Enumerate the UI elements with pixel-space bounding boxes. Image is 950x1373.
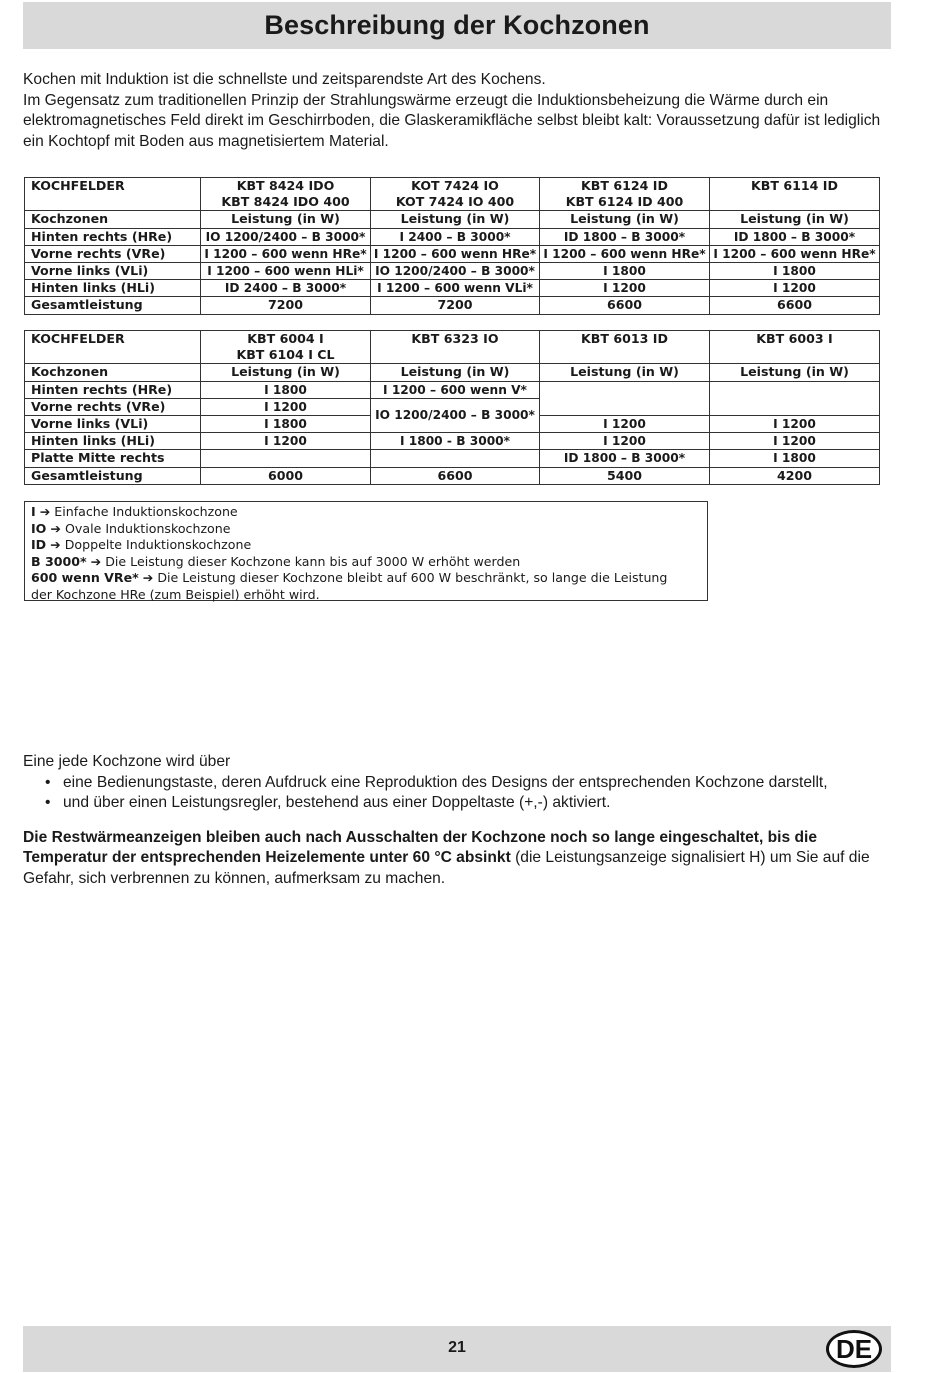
cooking-zones-table-2	[24, 330, 880, 485]
arrow-right-icon: ➔	[39, 504, 51, 519]
model-name: KBT 6114 ID	[751, 178, 838, 193]
table-cell: 6000	[201, 467, 371, 484]
page-number: 21	[448, 1339, 466, 1356]
arrow-right-icon: ➔	[90, 553, 102, 569]
table-cell	[710, 381, 880, 398]
activation-lead: Eine jede Kochzone wird über	[23, 753, 231, 770]
legend-item	[31, 570, 701, 587]
legend-key: I	[31, 504, 36, 519]
legend-box	[24, 501, 708, 601]
table-cell: I 1200 – 600 wenn HRe*	[710, 245, 880, 262]
table-cell: ID 1800 – B 3000*	[710, 228, 880, 245]
table-cell: I 1800	[710, 263, 880, 280]
model-name: KOT 7424 IO 400	[395, 194, 515, 210]
legend-text: Ovale Induktionskochzone	[65, 520, 231, 536]
model-name: KBT 6323 IO	[411, 331, 499, 346]
row-label: Kochzonen	[25, 364, 201, 381]
table-cell: IO 1200/2400 – B 3000*	[371, 263, 540, 280]
model-name: KBT 8424 IDO	[236, 178, 335, 193]
table-cell: I 1200	[710, 280, 880, 297]
legend-key: IO	[31, 520, 47, 536]
row-label: Hinten rechts (HRe)	[25, 381, 201, 398]
table-cell: I 1200	[710, 433, 880, 450]
row-label: Vorne links (VLi)	[25, 416, 201, 433]
table-cell: I 1800 - B 3000*	[371, 433, 540, 450]
footer-bar	[23, 1326, 891, 1372]
legend-key: 600 wenn VRe*	[31, 570, 139, 586]
row-label: Kochzonen	[25, 211, 201, 228]
table-row	[25, 297, 880, 314]
row-label: Gesamtleistung	[25, 467, 201, 484]
table-cell: Leistung (in W)	[201, 364, 371, 381]
table-cell: 4200	[710, 467, 880, 484]
list-item-text: und über einen Leistungsregler, bestehend aus einer Doppeltaste (+,-) aktiviert.	[63, 794, 611, 811]
table-cell: IO 1200/2400 – B 3000*	[201, 228, 371, 245]
activation-list	[23, 773, 903, 814]
table-row	[25, 364, 880, 381]
table-row	[25, 228, 880, 245]
table-row	[25, 450, 880, 467]
table-cell: I 1200	[710, 416, 880, 433]
table-cell: ID 1800 – B 3000*	[540, 228, 710, 245]
table-cell	[710, 398, 880, 415]
model-name: KBT 6104 I CL	[236, 347, 335, 363]
table-row	[25, 433, 880, 450]
row-label: Vorne rechts (VRe)	[25, 398, 201, 415]
legend-text: Die Leistung dieser Kochzone kann bis auf 3000 W erhöht werden	[105, 553, 521, 569]
legend-item	[31, 537, 701, 554]
residual-heat-warning	[23, 828, 903, 890]
table-cell: 6600	[540, 297, 710, 314]
table-header-cell	[201, 331, 371, 364]
legend-item	[31, 554, 701, 571]
model-name: KBT 6124 ID	[581, 178, 668, 193]
legend-text: Doppelte Induktionskochzone	[64, 537, 252, 553]
table-cell: I 1800	[201, 416, 371, 433]
list-item	[23, 773, 903, 794]
legend-text: Die Leistung dieser Kochzone bleibt auf 600 W beschränkt, so lange die Leistung	[157, 570, 668, 586]
table-cell: I 1200 – 600 wenn HRe*	[201, 245, 371, 262]
list-item-text: eine Bedienungstaste, deren Aufdruck eine Reproduktion des Designs der entsprechenden Kochzone darstellt,	[63, 773, 828, 791]
warning-bold-text: Die Restwärmeanzeigen bleiben auch nach Ausschalten der Kochzone noch so lange eingeschaltet, bis die Temperatur der entsprechenden Heizelemente unter 60 °C absinkt	[23, 828, 818, 866]
list-item	[23, 793, 903, 814]
table-header-cell	[540, 178, 710, 211]
table-cell: I 1200	[201, 398, 371, 415]
table-cell: 5400	[540, 467, 710, 484]
row-label: Gesamtleistung	[25, 297, 201, 314]
bullet-icon: •	[45, 773, 51, 791]
table-header-row	[25, 178, 880, 211]
table-cell: Leistung (in W)	[201, 211, 371, 228]
legend-item	[31, 587, 701, 604]
table-cell: ID 2400 – B 3000*	[201, 280, 371, 297]
table-row	[25, 211, 880, 228]
table-cell: I 1200	[201, 433, 371, 450]
table-row	[25, 398, 880, 415]
table-cell: I 1800	[710, 450, 880, 467]
model-name: KBT 6124 ID 400	[565, 194, 684, 210]
activation-section	[23, 752, 903, 889]
table-cell: Leistung (in W)	[710, 364, 880, 381]
table-cell: I 1200	[540, 433, 710, 450]
row-label: Hinten links (HLi)	[25, 433, 201, 450]
header-label: KOCHFELDER	[31, 331, 125, 346]
table-header-cell	[371, 331, 540, 364]
warning-text: (die Leistungsanzeige signalisiert H) um Sie auf die Gefahr, sich verbrennen zu können, aufmerksam zu machen.	[23, 849, 870, 887]
arrow-right-icon: ➔	[50, 537, 61, 553]
table-cell: I 2400 – B 3000*	[371, 228, 540, 245]
row-label: Hinten rechts (HRe)	[25, 228, 201, 245]
arrow-right-icon: ➔	[142, 570, 154, 586]
table-header-row	[25, 331, 880, 364]
table-cell	[201, 450, 371, 467]
table-header-cell	[540, 331, 710, 364]
table-header-cell	[710, 331, 880, 364]
model-name: KBT 6004 I	[247, 331, 324, 346]
table-cell: Leistung (in W)	[540, 364, 710, 381]
table-cell: 7200	[371, 297, 540, 314]
table-cell-merged: IO 1200/2400 – B 3000*	[371, 398, 540, 432]
table-header-cell	[371, 178, 540, 211]
model-name: KBT 8424 IDO 400	[221, 194, 350, 210]
table-row	[25, 381, 880, 398]
table-header-cell	[201, 178, 371, 211]
table-cell: I 1800	[540, 263, 710, 280]
table-row	[25, 263, 880, 280]
table-cell: Leistung (in W)	[710, 211, 880, 228]
table-cell: Leistung (in W)	[540, 211, 710, 228]
header-label: KOCHFELDER	[31, 178, 125, 193]
table-cell: Leistung (in W)	[371, 211, 540, 228]
table-cell: I 1200	[540, 416, 710, 433]
legend-text: Einfache Induktionskochzone	[54, 504, 238, 519]
table-cell	[540, 398, 710, 415]
intro-line-1: Kochen mit Induktion ist die schnellste und zeitsparendste Art des Kochens.	[23, 71, 546, 88]
model-name: KBT 6013 ID	[581, 331, 668, 346]
model-name: KOT 7424 IO	[411, 178, 499, 193]
table-cell: Leistung (in W)	[371, 364, 540, 381]
legend-text: der Kochzone HRe (zum Beispiel) erhöht wird.	[31, 586, 320, 602]
row-label: Platte Mitte rechts	[25, 450, 201, 467]
intro-line-2: Im Gegensatz zum traditionellen Prinzip der Strahlungswärme erzeugt die Induktionsbeheizung die Wärme durch ein elektromagnetisches Feld direkt im Geschirrboden, die Glaskeramikfläche selbst bleibt kalt: Voraussetzung dafür ist lediglich ein Kochtopf mit Boden aus magnetisiertem Material.	[23, 91, 881, 150]
table-header-cell	[25, 178, 201, 211]
arrow-right-icon: ➔	[50, 520, 61, 536]
table-cell: I 1200 – 600 wenn HRe*	[540, 245, 710, 262]
table-row	[25, 467, 880, 484]
legend-item	[31, 504, 701, 521]
table-cell: I 1200 – 600 wenn VLi*	[371, 280, 540, 297]
table-cell: 6600	[371, 467, 540, 484]
table-cell	[371, 450, 540, 467]
table-cell: ID 1800 – B 3000*	[540, 450, 710, 467]
cooking-zones-table-1	[24, 177, 880, 315]
table-cell: 6600	[710, 297, 880, 314]
row-label: Hinten links (HLi)	[25, 280, 201, 297]
bullet-icon: •	[45, 794, 51, 811]
model-name: KBT 6003 I	[756, 331, 833, 346]
table-cell: I 1200 – 600 wenn V*	[371, 381, 540, 398]
table-row	[25, 245, 880, 262]
row-label: Vorne links (VLi)	[25, 263, 201, 280]
legend-key: B 3000*	[31, 553, 87, 569]
table-cell: I 1200 – 600 wenn HLi*	[201, 263, 371, 280]
table-row	[25, 280, 880, 297]
legend-key: ID	[31, 537, 47, 553]
title-bar	[23, 2, 891, 49]
table-cell: I 1800	[201, 381, 371, 398]
table-cell	[540, 381, 710, 398]
language-badge: DE	[826, 1330, 882, 1368]
table-cell: I 1200	[540, 280, 710, 297]
table-cell: 7200	[201, 297, 371, 314]
table-cell: I 1200 – 600 wenn HRe*	[371, 245, 540, 262]
row-label: Vorne rechts (VRe)	[25, 245, 201, 262]
intro-text	[23, 70, 895, 152]
table-header-cell	[710, 178, 880, 211]
legend-item	[31, 521, 701, 538]
table-header-cell	[25, 331, 201, 364]
page-title: Beschreibung der Kochzonen	[264, 10, 650, 40]
